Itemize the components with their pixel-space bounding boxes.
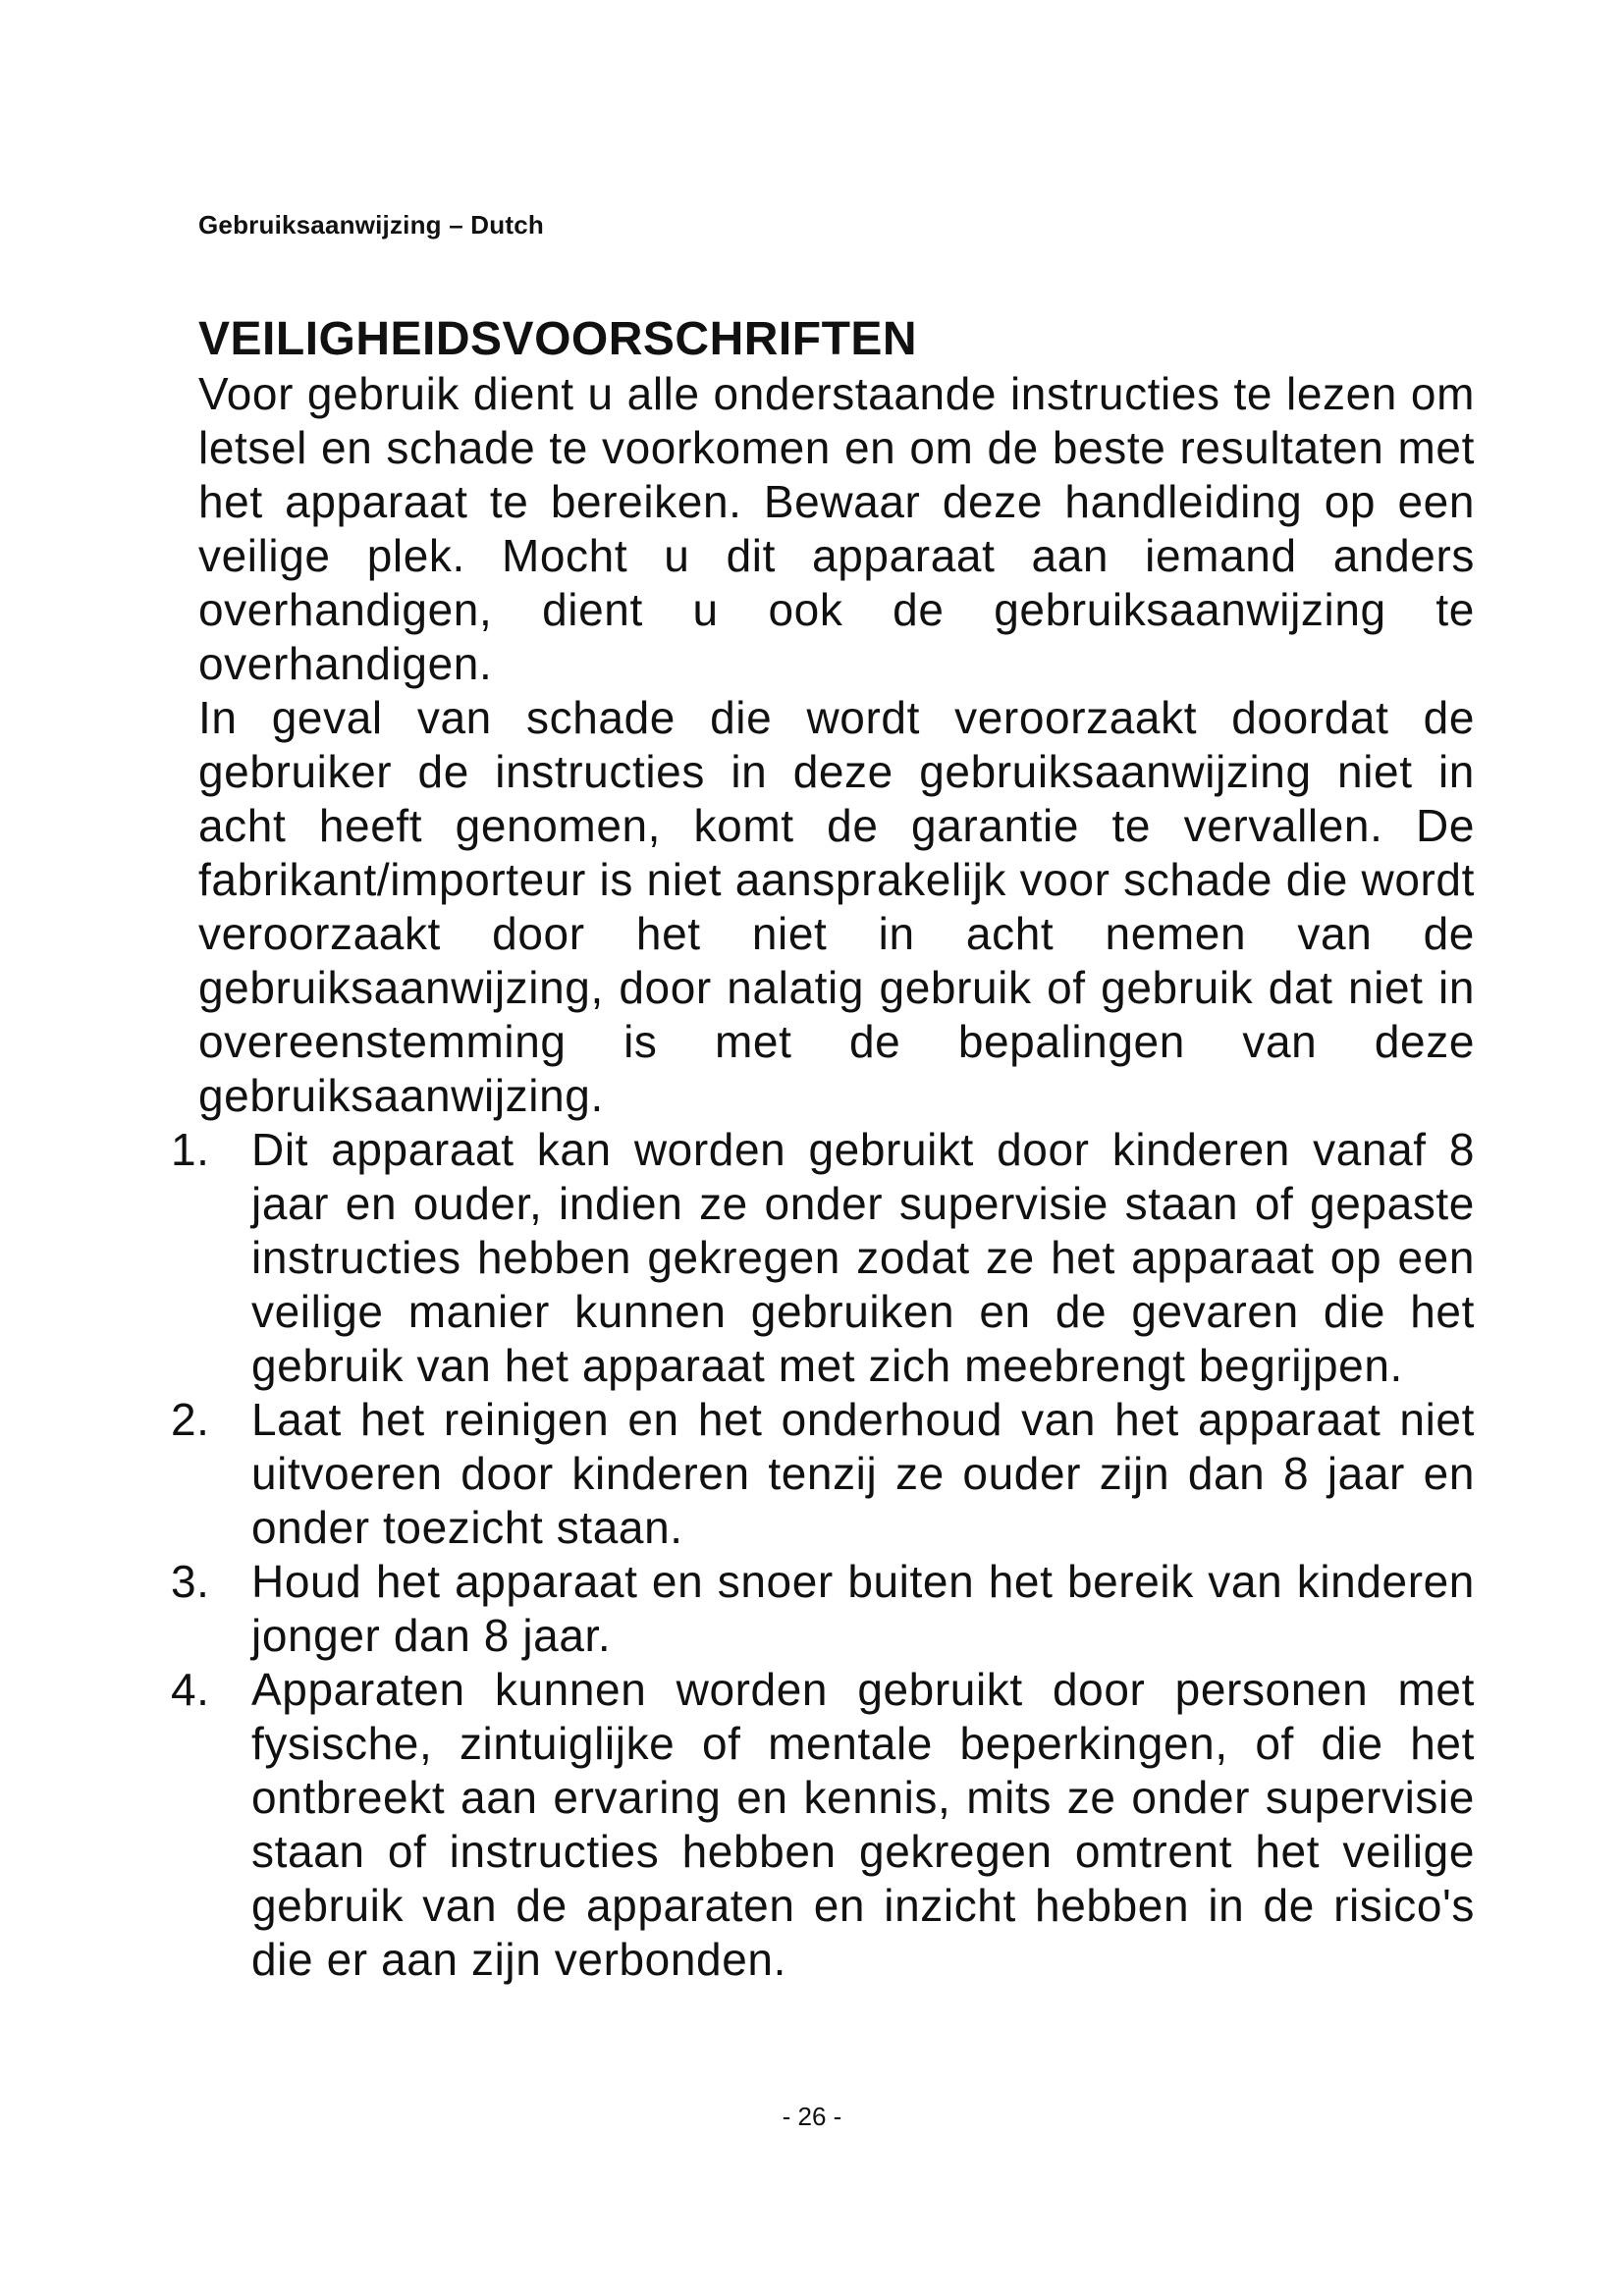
list-item (171, 1555, 1475, 1663)
list-item-text: Houd het apparaat en snoer buiten het bereik van kinderen jonger dan 8 jaar. (251, 1556, 1475, 1661)
list-item-number: 1. (171, 1124, 210, 1175)
list-item-number: 3. (171, 1556, 210, 1607)
safety-instructions-list (171, 1123, 1475, 1987)
list-item-text: Apparaten kunnen worden gebruikt door personen met fysische, zintuiglijke of mentale beperkingen, of die het ontbreekt aan ervaring en kennis, mits ze onder supervisie staan of instructies hebben gekregen omtrent het veilige gebruik van de apparaten en inzicht hebben in de risico's die er aan zijn verbonden. (251, 1664, 1475, 1985)
intro-paragraph: Voor gebruik dient u alle onderstaande instructies te lezen om letsel en schade te voorkomen en om de beste resultaten met het apparaat te bereiken. Bewaar deze handleiding op een veilige plek. Mocht u dit apparaat aan iemand anders overhandigen, dient u ook de gebruiksaanwijzing te overhandigen. (198, 368, 1475, 689)
list-item (171, 1123, 1475, 1393)
list-item (171, 1663, 1475, 1987)
running-header: Gebruiksaanwijzing – Dutch (198, 210, 544, 240)
liability-paragraph: In geval van schade die wordt veroorzaakt doordat de gebruiker de instructies in deze gebruiksaanwijzing niet in acht heeft genomen, komt de garantie te vervallen. De fabrikant/importeur is niet aansprakelijk voor schade die wordt veroorzaakt door het niet in acht nemen van de gebruiksaanwijzing, door nalatig gebruik of gebruik dat niet in overeenstemming is met de bepalingen van deze gebruiksaanwijzing. (198, 692, 1475, 1121)
list-item-number: 4. (171, 1664, 210, 1715)
safety-section (171, 312, 1475, 1987)
page-number: - 26 - (782, 2102, 842, 2131)
section-title: VEILIGHEIDSVOORSCHRIFTEN (198, 313, 918, 365)
list-item-text: Laat het reinigen en het onderhoud van het apparaat niet uitvoeren door kinderen tenzij ze ouder zijn dan 8 jaar en onder toezicht staan. (251, 1394, 1475, 1553)
list-item-number: 2. (171, 1394, 210, 1445)
list-item (171, 1393, 1475, 1555)
list-item-text: Dit apparaat kan worden gebruikt door kinderen vanaf 8 jaar en ouder, indien ze onder supervisie staan of gepaste instructies hebben gekregen zodat ze het apparaat op een veilige manier kunnen gebruiken en de gevaren die het gebruik van het apparaat met zich meebrengt begrijpen. (251, 1124, 1475, 1391)
